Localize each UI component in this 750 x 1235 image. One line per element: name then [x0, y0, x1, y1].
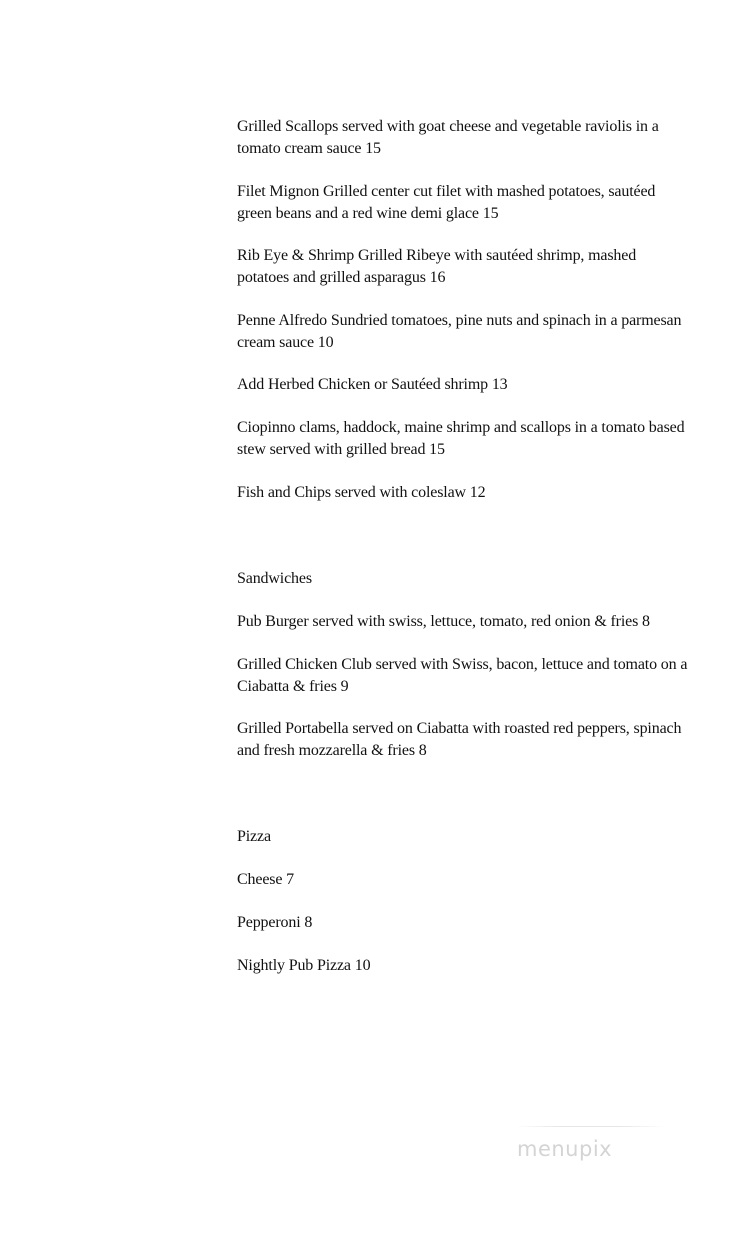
menu-item-chicken-club: Grilled Chicken Club served with Swiss, bacon, lettuce and tomato on a [237, 656, 688, 673]
menu-item-penne-alfredo: Penne Alfredo Sundried tomatoes, pine nuts and spinach in a parmesan [237, 312, 682, 329]
menu-item-portabella: Grilled Portabella served on Ciabatta with roasted red peppers, spinach [237, 720, 682, 737]
watermark-divider [515, 1126, 665, 1127]
menu-item-add-protein: Add Herbed Chicken or Sautéed shrimp 13 [237, 376, 508, 393]
menu-item-pub-burger: Pub Burger served with swiss, lettuce, tomato, red onion & fries 8 [237, 613, 650, 630]
menu-item-cheese-pizza: Cheese 7 [237, 871, 295, 888]
menu-item-nightly-pizza: Nightly Pub Pizza 10 [237, 957, 371, 974]
menu-item-filet-mignon-cont: green beans and a red wine demi glace 15 [237, 205, 499, 222]
menu-item-pepperoni-pizza: Pepperoni 8 [237, 914, 313, 931]
menu-item-portabella-cont: and fresh mozzarella & fries 8 [237, 742, 427, 759]
menu-item-rib-eye-shrimp-cont: potatoes and grilled asparagus 16 [237, 269, 446, 286]
menu-item-fish-and-chips: Fish and Chips served with coleslaw 12 [237, 484, 486, 501]
section-heading-pizza: Pizza [237, 828, 271, 845]
menu-item-penne-alfredo-cont: cream sauce 10 [237, 334, 334, 351]
menupix-watermark: menupix [517, 1137, 613, 1161]
menu-item-filet-mignon: Filet Mignon Grilled center cut filet with mashed potatoes, sautéed [237, 183, 656, 200]
menu-item-ciopinno: Ciopinno clams, haddock, maine shrimp and scallops in a tomato based [237, 419, 685, 436]
menu-item-scallops-cont: tomato cream sauce 15 [237, 140, 381, 157]
menu-item-ciopinno-cont: stew served with grilled bread 15 [237, 441, 445, 458]
menu-item-scallops: Grilled Scallops served with goat cheese and vegetable raviolis in a [237, 118, 659, 135]
menu-item-chicken-club-cont: Ciabatta & fries 9 [237, 678, 349, 695]
section-heading-sandwiches: Sandwiches [237, 570, 312, 587]
menu-item-rib-eye-shrimp: Rib Eye & Shrimp Grilled Ribeye with sautéed shrimp, mashed [237, 247, 637, 264]
